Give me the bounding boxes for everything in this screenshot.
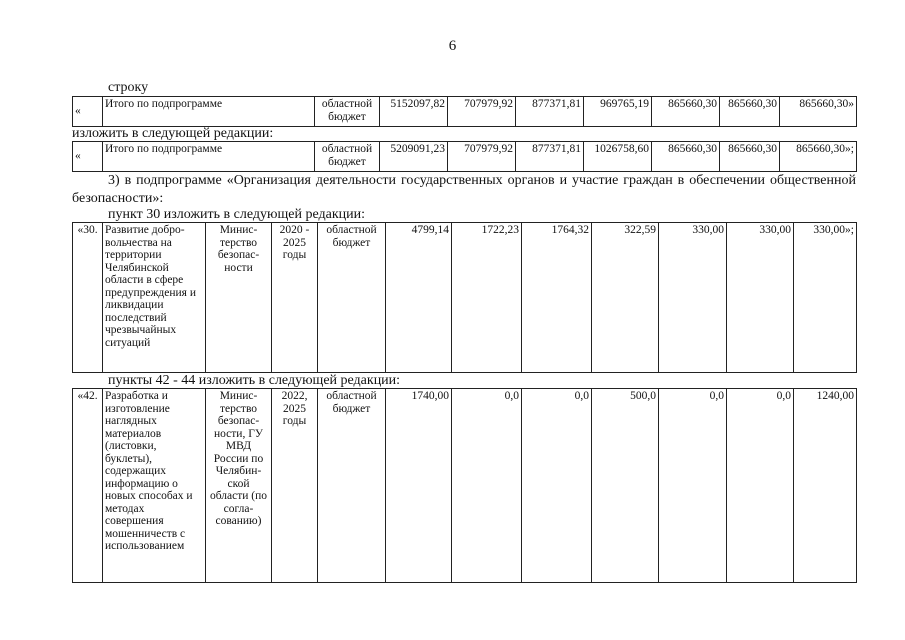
table-b-value-3: 1026758,60 — [584, 142, 652, 172]
row30-value-0: 4799,14 — [386, 223, 452, 373]
table-a-name: Итого по подпрограмме — [103, 97, 315, 127]
table-b-name: Итого по подпрограмме — [103, 142, 315, 172]
table-a-value-1: 707979,92 — [448, 97, 516, 127]
row30-desc: Развитие добро-вольчества на территории Челябинской области в сфере предупреждения и ликвидации последствий чрезвычайных ситуаций — [103, 223, 206, 373]
table-row-42 — [72, 388, 857, 583]
row30-value-4: 330,00 — [659, 223, 727, 373]
row30-budget: областной бюджет — [318, 223, 386, 373]
row42-desc: Разработка и изготовление наглядных материалов (листовки, буклеты), содержащих информацию о новых способах и методах совершения мошенничеств с использованием — [103, 389, 206, 583]
table-a-quote: « — [73, 97, 103, 127]
row30-years: 2020 - 2025 годы — [272, 223, 318, 373]
row30-value-5: 330,00 — [727, 223, 794, 373]
row42-value-6: 1240,00 — [794, 389, 857, 583]
row42-budget: областной бюджет — [318, 389, 386, 583]
line-stroku: строку — [108, 80, 149, 95]
table-b-value-1: 707979,92 — [448, 142, 516, 172]
table-b-value-6: 865660,30»; — [780, 142, 857, 172]
row30-value-3: 322,59 — [592, 223, 659, 373]
table-itogo-old — [72, 96, 857, 127]
row30-executor: Минис-терство безопас-ности — [206, 223, 272, 373]
row42-value-3: 500,0 — [592, 389, 659, 583]
row42-value-4: 0,0 — [659, 389, 727, 583]
table-b-value-2: 877371,81 — [516, 142, 584, 172]
row42-num: «42. — [73, 389, 103, 583]
table-b-value-4: 865660,30 — [652, 142, 720, 172]
row42-executor: Минис-терство безопас-ности, ГУ МВД России по Челябин-ской области (по согла-сованию) — [206, 389, 272, 583]
row30-value-1: 1722,23 — [452, 223, 522, 373]
table-b-budget: областной бюджет — [315, 142, 380, 172]
table-a-value-5: 865660,30 — [720, 97, 780, 127]
table-a-value-4: 865660,30 — [652, 97, 720, 127]
line-punkt-30: пункт 30 изложить в следующей редакции: — [108, 207, 365, 222]
row30-num: «30. — [73, 223, 103, 373]
paragraph-3: 3) в подпрограмме «Организация деятельности государственных органов и участие граждан в обеспечении общественной безопасности»: — [72, 173, 856, 206]
line-punkty-42-44: пункты 42 - 44 изложить в следующей редакции: — [108, 373, 401, 388]
table-row-30 — [72, 222, 857, 373]
page-number: 6 — [448, 38, 457, 54]
table-b-value-0: 5209091,23 — [380, 142, 448, 172]
table-a-value-0: 5152097,82 — [380, 97, 448, 127]
table-a-budget: областной бюджет — [315, 97, 380, 127]
line-izlozhit: изложить в следующей редакции: — [72, 126, 274, 141]
table-a-value-2: 877371,81 — [516, 97, 584, 127]
row42-value-2: 0,0 — [522, 389, 592, 583]
row42-value-1: 0,0 — [452, 389, 522, 583]
table-itogo-new — [72, 141, 857, 172]
table-b-quote: « — [73, 142, 103, 172]
row42-years: 2022, 2025 годы — [272, 389, 318, 583]
row30-value-6: 330,00»; — [794, 223, 857, 373]
table-a-value-3: 969765,19 — [584, 97, 652, 127]
table-b-value-5: 865660,30 — [720, 142, 780, 172]
table-a-value-6: 865660,30» — [780, 97, 857, 127]
row42-value-5: 0,0 — [727, 389, 794, 583]
row42-value-0: 1740,00 — [386, 389, 452, 583]
row30-value-2: 1764,32 — [522, 223, 592, 373]
